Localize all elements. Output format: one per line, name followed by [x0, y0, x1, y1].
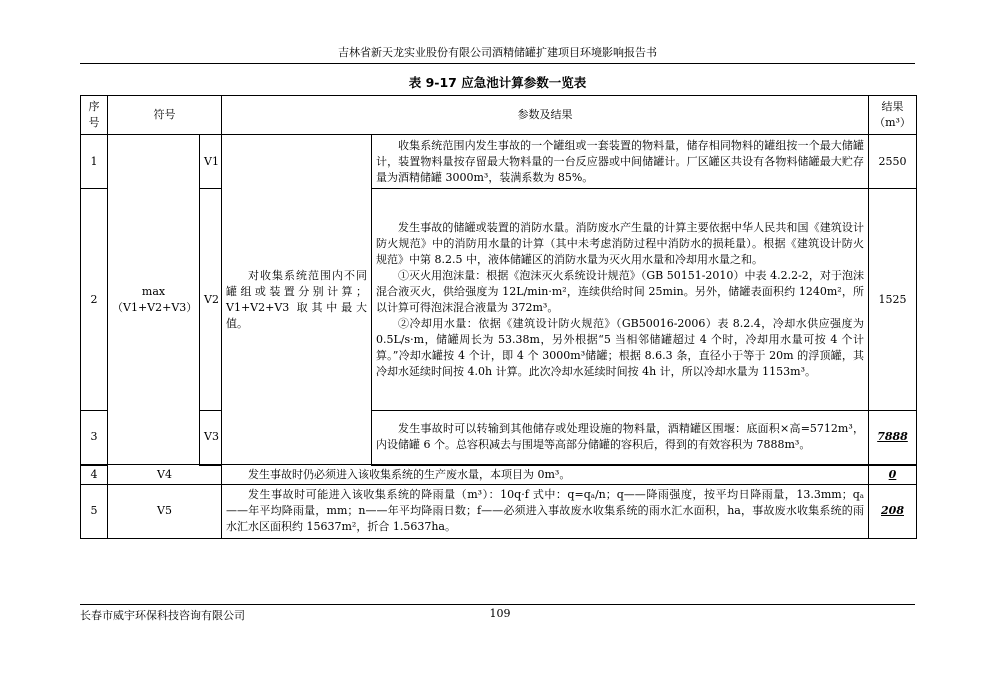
- row-params: [222, 465, 869, 485]
- header-rule: [80, 63, 915, 64]
- footer-rule: [80, 604, 915, 605]
- page-number: 109: [489, 607, 511, 620]
- calculation-table: [80, 95, 917, 539]
- group-formula-line1: max: [141, 284, 166, 298]
- row-seq: 1: [81, 135, 108, 189]
- row-result: 0: [869, 465, 917, 485]
- table-row: [81, 189, 917, 411]
- row-symbol: V4: [108, 465, 222, 485]
- table-title: 表 9-17 应急池计算参数一览表: [408, 75, 587, 90]
- table-row: [81, 135, 917, 189]
- row-params-text: ②冷却用水量：依据《建筑设计防火规范》（GB50016-2006）表 8.2.4，冷却水供应强度为 0.5L/s·m，储罐周长为 53.38m，另外根据“5 当相邻储罐超过 4 个时，冷却用水量可按 4 个计算。”冷却水罐按 4 个计，即 4 个 3000m³储罐；根据 8.6.3 条，直径小于等于 20m 的浮顶罐，其冷却水延续时间按 4.0h 计算。此次冷却水延续时间按 4h 计，所以冷却水量为 1153m³。: [376, 316, 864, 378]
- row-symbol: V2: [200, 189, 222, 411]
- row-symbol: V3: [200, 411, 222, 465]
- row-params-text: 发生事故的储罐或装置的消防水量。消防废水产生量的计算主要依据中华人民共和国《建筑设计防火规范》中的消防用水量的计算（其中未考虑消防过程中消防水的损耗量）。根据《建筑设计防火规范》中第 8.2.5 中，液体储罐区的消防水量为灭火用水量和冷却用水量之和。: [376, 220, 864, 266]
- row-params: [372, 189, 869, 411]
- document-header: 吉林省新天龙实业股份有限公司酒精储罐扩建项目环境影响报告书: [338, 46, 657, 59]
- row-result: 2550: [869, 135, 917, 189]
- row-seq: 4: [81, 465, 108, 485]
- header-params: 参数及结果: [222, 96, 869, 135]
- group-formula-line2: （V1+V2+V3）: [112, 300, 198, 314]
- row-params-text: 收集系统范围内发生事故的一个罐组或一套装置的物料量，储存相同物料的罐组按一个最大储罐计，装置物料量按存留最大物料量的一台反应器或中间储罐计。厂区罐区共设有各物料储罐最大贮存量为酒精储罐 3000m³，装满系数为 85%。: [376, 138, 864, 184]
- row-symbol: V5: [108, 484, 222, 538]
- row-params: [372, 411, 869, 465]
- row-params-text: ①灭火用泡沫量：根据《泡沫灭火系统设计规范》（GB 50151-2010）中表 4.2.2-2，对于泡沫混合液灭火，供给强度为 12L/min·m²，连续供给时间 25min。另外，储罐表面积约 1240m²，所以计算可得泡沫混合液量为 372m³。: [376, 268, 864, 314]
- row-params-text: 发生事故时仍必须进入该收集系统的生产废水量，本项目为 0m³。: [248, 467, 571, 481]
- row-result: 208: [869, 484, 917, 538]
- group-formula: [108, 135, 200, 465]
- row-seq: 5: [81, 484, 108, 538]
- row-seq: 3: [81, 411, 108, 465]
- header-symbol: 符号: [108, 96, 222, 135]
- table-row: [81, 465, 917, 485]
- header-result: 结果（m³）: [869, 96, 917, 135]
- group-description-text: 对收集系统范围内不同罐组或装置分别计算；V1+V2+V3 取其中最大值。: [226, 268, 367, 330]
- row-params: [222, 484, 869, 538]
- row-result: 1525: [869, 189, 917, 411]
- footer-company: 长春市威宇环保科技咨询有限公司: [80, 609, 245, 622]
- row-seq: 2: [81, 189, 108, 411]
- header-seq: 序号: [81, 96, 108, 135]
- row-params-text: 发生事故时可以转输到其他储存或处理设施的物料量，酒精罐区围堰：底面积×高=5712m³，内设储罐 6 个。总容积减去与围堤等高部分储罐的容积后，得到的有效容积为 7888m³。: [376, 422, 864, 452]
- table-header-row: [81, 96, 917, 135]
- row-params: [372, 135, 869, 189]
- row-result: 7888: [869, 411, 917, 465]
- table-row: [81, 484, 917, 538]
- row-params-text: 发生事故时可能进入该收集系统的降雨量（m³）：10q·f 式中：q=qₐ/n；q——降雨强度，按平均日降雨量，13.3mm；qₐ——年平均降雨量，mm；n——年平均降雨日数；f——必须进入事故废水收集系统的雨水汇水面积，ha，事故废水收集系统的雨水汇水区面积约 15637m²，折合 1.5637ha。: [226, 488, 864, 533]
- row-symbol: V1: [200, 135, 222, 189]
- table-row: [81, 411, 917, 465]
- group-description: [222, 135, 372, 465]
